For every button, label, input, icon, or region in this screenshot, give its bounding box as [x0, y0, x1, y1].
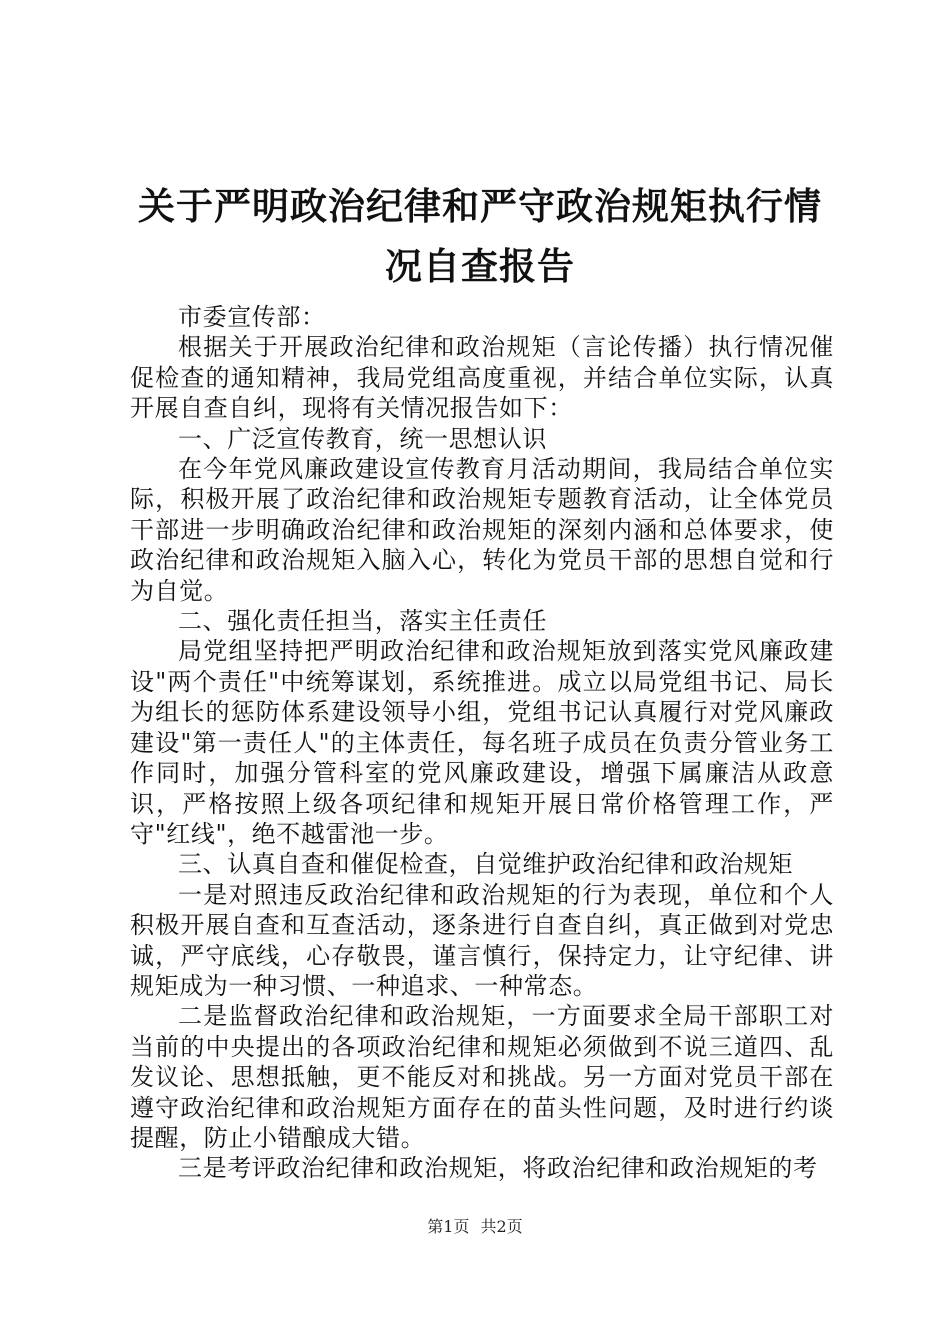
document-title: 关于严明政治纪律和严守政治规矩执行情况自查报告 — [138, 184, 822, 288]
document-body — [130, 302, 834, 1184]
page-number-total: 共2页 — [480, 1217, 523, 1236]
intro-paragraph: 根据关于开展政治纪律和政治规矩（言论传播）执行情况催促检查的通知精神，我局党组高度重视，并结合单位实际，认真开展自查自纠，现将有关情况报告如下： — [130, 333, 834, 423]
section-3-item-3: 三是考评政治纪律和政治规矩，将政治纪律和政治规矩的考 — [178, 1154, 818, 1183]
page-footer — [0, 1214, 950, 1237]
section-3-item-2: 二是监督政治纪律和政治规矩，一方面要求全局干部职工对当前的中央提出的各项政治纪律和规矩必须做到不说三道四、乱发议论、思想抵触，更不能反对和挑战。另一方面对党员干部在遵守政治纪律和政治规矩方面存在的苗头性问题，及时进行约谈提醒，防止小错酿成大错。 — [130, 1002, 834, 1152]
section-heading-3: 三、认真自查和催促检查，自觉维护政治纪律和政治规矩 — [178, 850, 793, 879]
salutation: 市委宣传部： — [178, 303, 326, 331]
section-1-paragraph: 在今年党风廉政建设宣传教育月活动期间，我局结合单位实际，积极开展了政治纪律和政治规矩专题教育活动，让全体党员干部进一步明确政治纪律和政治规矩的深刻内涵和总体要求，使政治纪律和政治规矩入脑入心，转化为党员干部的思想自觉和行为自觉。 — [130, 455, 834, 605]
section-3-item-1: 一是对照违反政治纪律和政治规矩的行为表现，单位和个人积极开展自查和互查活动，逐条进行自查自纠，真正做到对党忠诚，严守底线，心存敬畏，谨言慎行，保持定力，让守纪律、讲规矩成为一种习惯、一种追求、一种常态。 — [130, 880, 834, 1000]
section-heading-1: 一、广泛宣传教育，统一思想认识 — [178, 424, 547, 453]
section-heading-2: 二、强化责任担当，落实主任责任 — [178, 607, 547, 636]
page-number-current: 第1页 — [427, 1217, 470, 1236]
section-2-paragraph: 局党组坚持把严明政治纪律和政治规矩放到落实党风廉政建设"两个责任"中统筹谋划，系统推进。成立以局党组书记、局长为组长的惩防体系建设领导小组，党组书记认真履行对党风廉政建设"第一责任人"的主体责任，每名班子成员在负责分管业务工作同时，加强分管科室的党风廉政建设，增强下属廉洁从政意识，严格按照上级各项纪律和规矩开展日常价格管理工作，严守"红线"，绝不越雷池一步。 — [130, 637, 834, 848]
